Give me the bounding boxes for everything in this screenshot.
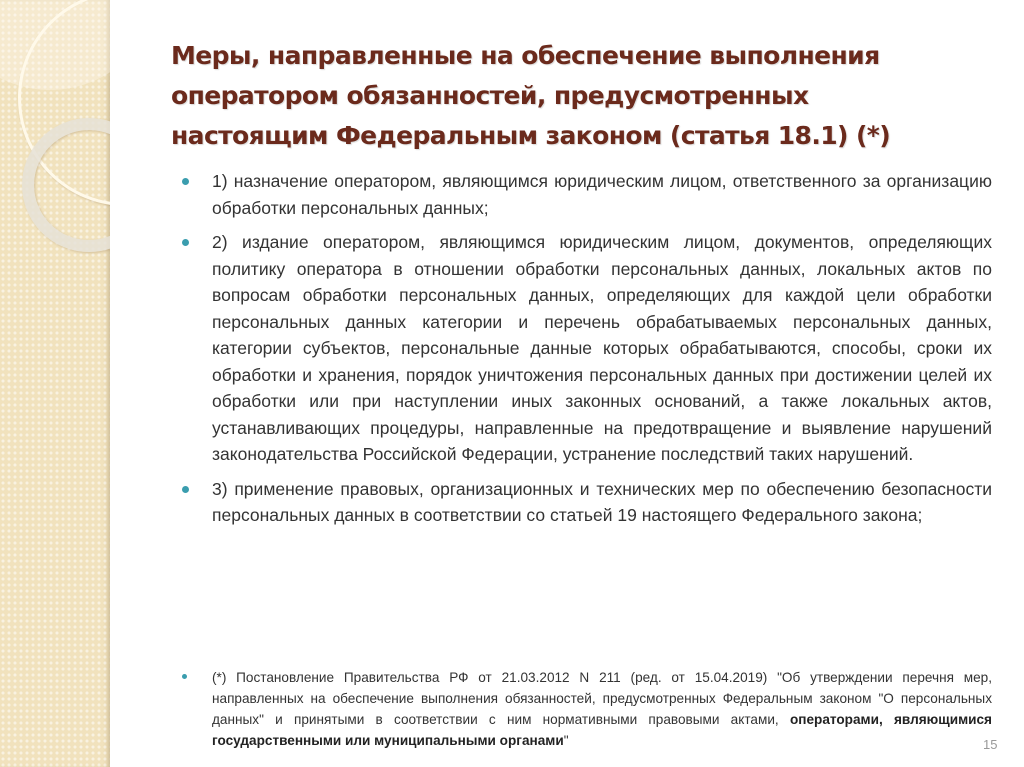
bullet-icon: [182, 178, 189, 185]
footnote-bold-text: операторами, являющимися государственными или муниципальными органами: [212, 712, 992, 748]
footnote: [182, 667, 992, 751]
bullet-icon: [182, 239, 189, 246]
page-number: 15: [983, 737, 998, 752]
bullet-item-2: [182, 229, 992, 468]
footnote-closing-quote: ": [563, 733, 569, 748]
decorative-sidebar: [0, 0, 110, 767]
footnote-text: (*) Постановление Правительства РФ от 21.03.2012 N 211 (ред. от 15.04.2019) "Об утверждении перечня мер, направленных на обеспечение выполнения обязанностей, предусмотренных Федеральным законом "О персональных данных" и принятыми в соответствии с ним нормативными правовыми актами,: [212, 670, 992, 727]
slide-title: Меры, направленные на обеспечение выполнения оператором обязанностей, предусмотренных настоящим Федеральным законом (статья 18.1) (*): [171, 41, 891, 150]
bullet-item-1: [182, 168, 992, 221]
bullet-list: [182, 168, 992, 537]
bullet-item-3: [182, 476, 992, 529]
bullet-text: 3) применение правовых, организационных и технических мер по обеспечению безопасности персональных данных в соответствии со статьей 19 настоящего Федерального закона;: [212, 478, 992, 525]
bullet-icon: [182, 674, 187, 679]
bullet-text: 2) издание оператором, являющимся юридическим лицом, документов, определяющих политику оператора в отношении обработки персональных данных, локальных актов по вопросам обработки персональных данных, определяющих для каждой цели обработки персональных данных категории и перечень обрабатываемых персональных данных, категории субъектов, персональные данные которых обрабатываются, способы, сроки их обработки и хранения, порядок уничтожения персональных данных при достижении целей их обработки или при наступлении иных законных оснований, а также локальных актов, устанавливающих процедуры, направленные на предотвращение и выявление нарушений законодательства Российской Федерации, устранение последствий таких нарушений.: [212, 232, 992, 464]
bullet-text: 1) назначение оператором, являющимся юридическим лицом, ответственного за организацию обработки персональных данных;: [212, 171, 992, 218]
bullet-icon: [182, 486, 189, 493]
